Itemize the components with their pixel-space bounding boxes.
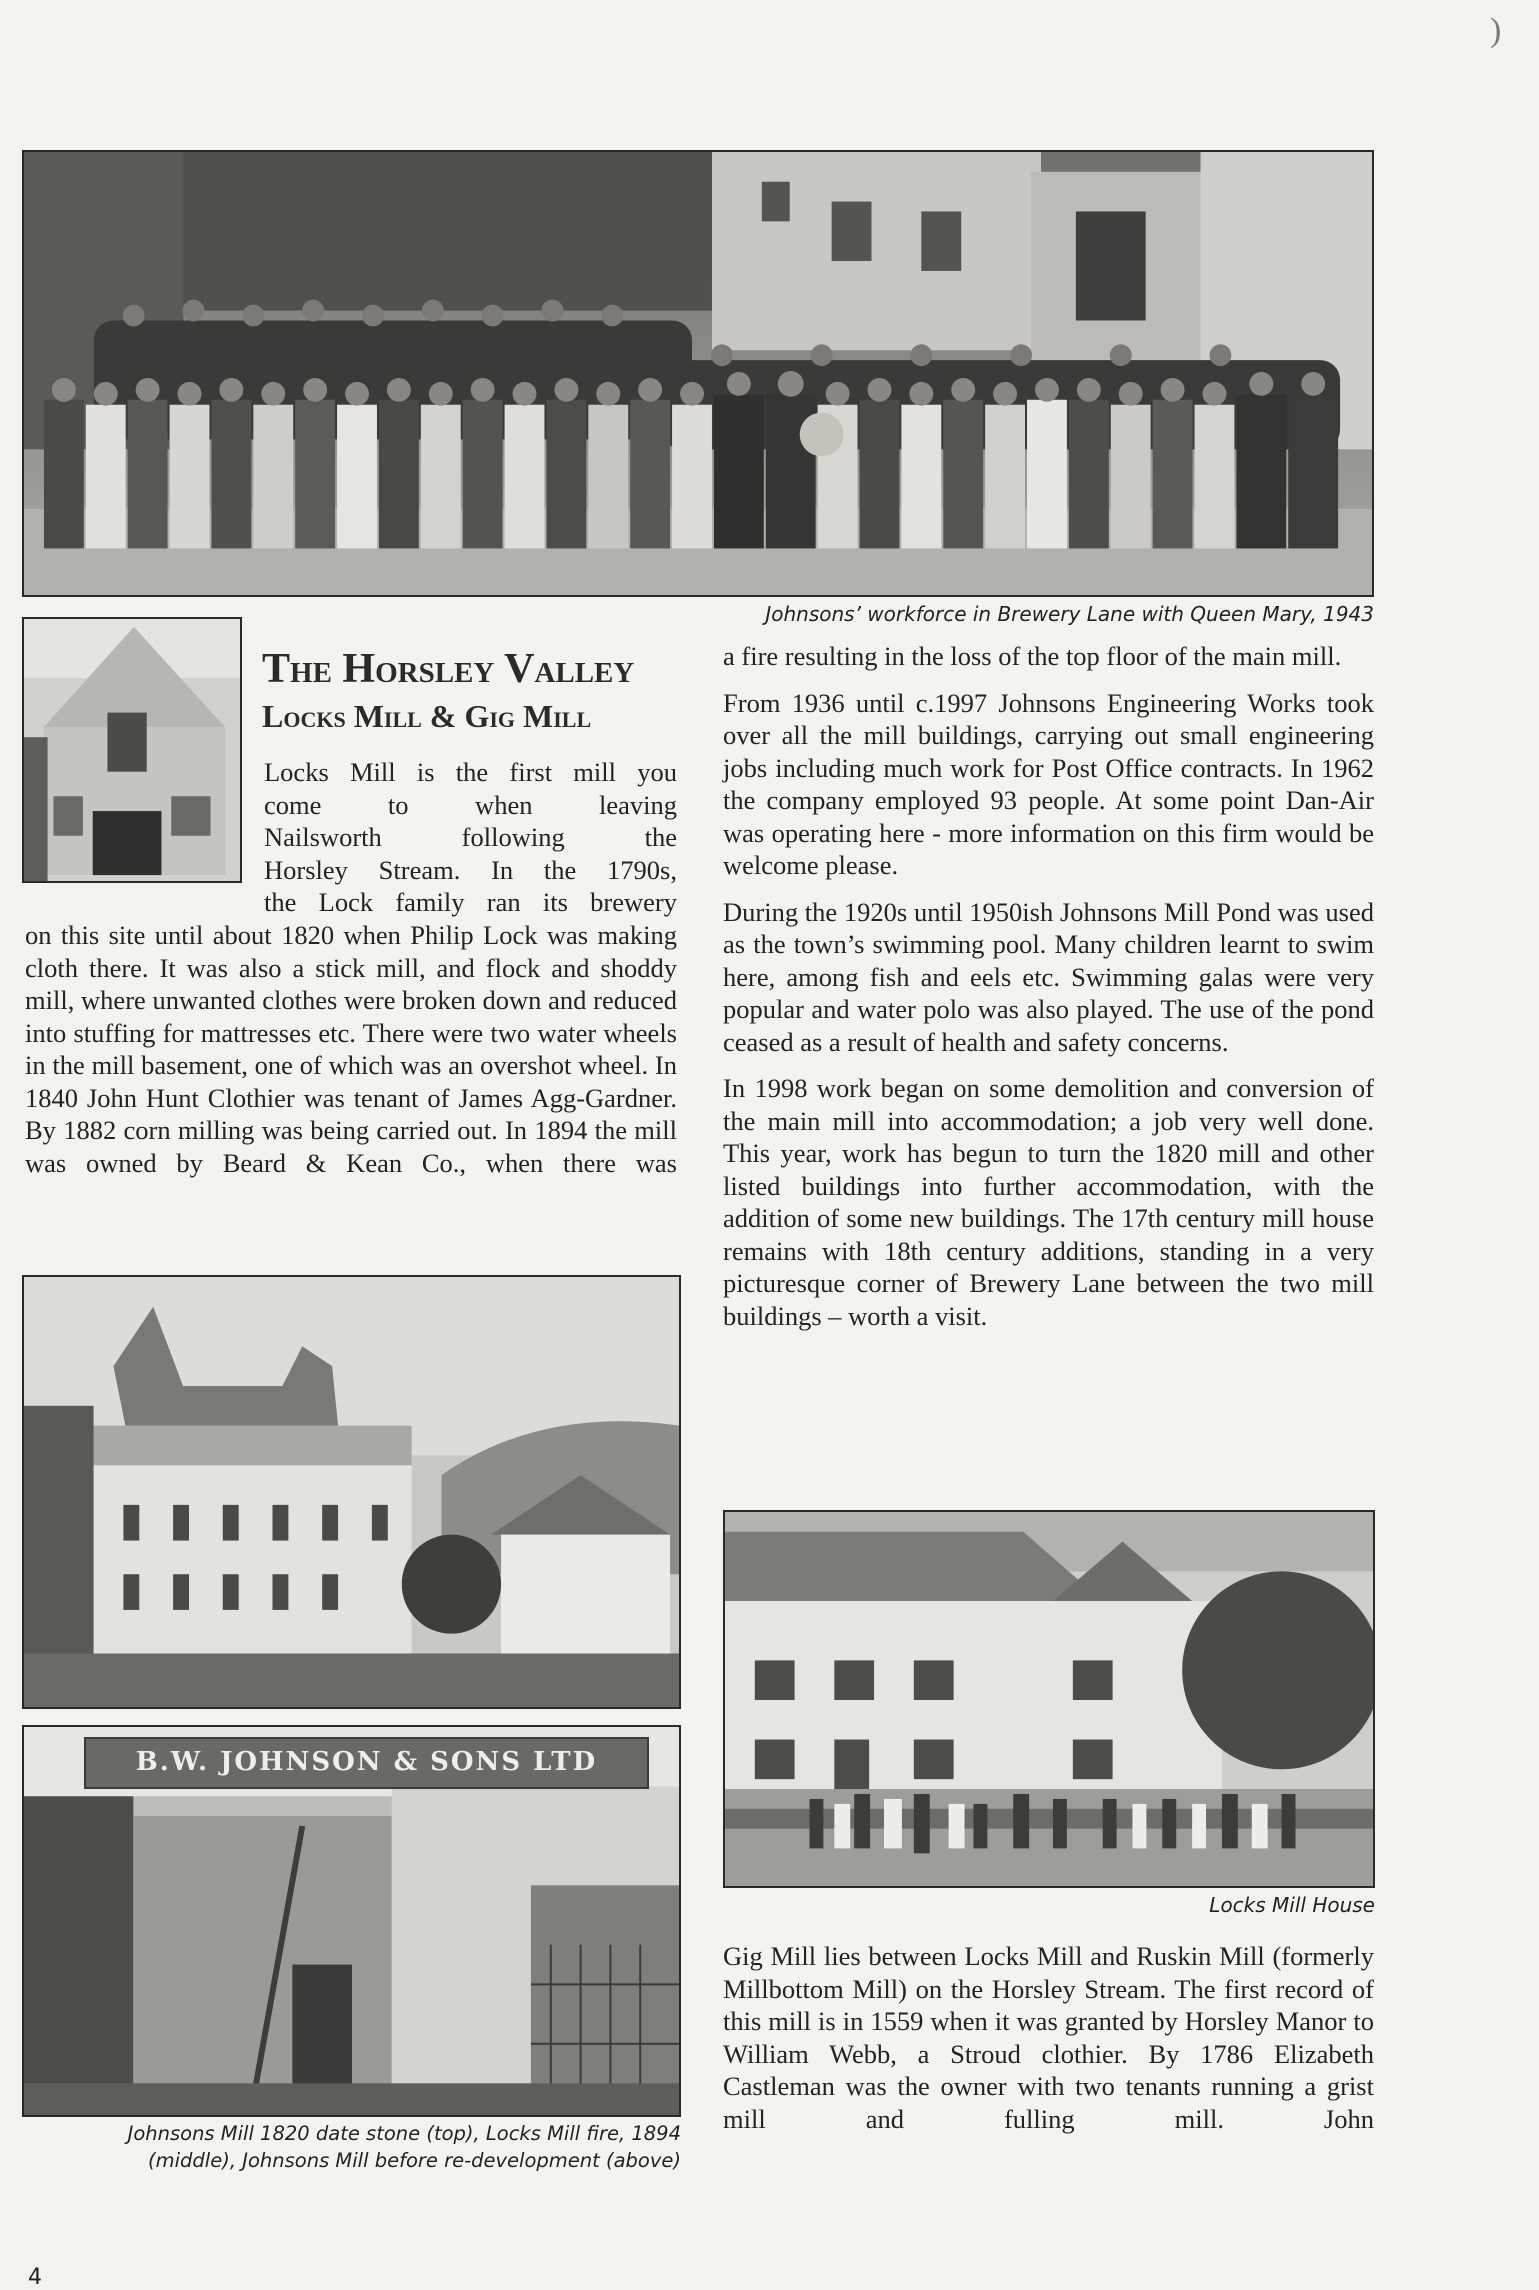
locks-mill-house-illustration xyxy=(725,1512,1373,1886)
photo-workforce xyxy=(22,150,1374,597)
caption-left-line: Johnsons Mill 1820 date stone (top), Locks Mill fire, 1894 xyxy=(127,2122,681,2145)
scan-edge-mark: ) xyxy=(1490,12,1502,49)
signboard xyxy=(84,1737,649,1789)
paragraph: From 1936 until c.1997 Johnsons Engineering Works took over all the mill buildings, carrying out small engineering jobs including much work for Post Office contracts. In 1962 the company employed 93 people. At some point Dan-Air was operating here - more information on this firm would be welcome please. xyxy=(723,687,1374,880)
signboard-text: B.W. JOHNSON & SONS LTD xyxy=(135,1747,598,1777)
caption-left-photos xyxy=(22,2120,681,2174)
mill-gable-illustration xyxy=(24,619,240,881)
photo-locks-mill-house xyxy=(723,1510,1375,1888)
intro-line: come to when leaving xyxy=(264,789,677,820)
intro-line: the Lock family ran its brewery xyxy=(264,887,677,917)
intro-narrow xyxy=(264,756,677,919)
intro-line: Locks Mill is the first mill you xyxy=(264,757,677,787)
caption-left-line: (middle), Johnsons Mill before re-development (above) xyxy=(148,2149,681,2172)
paragraph: In 1998 work began on some demolition and conversion of the main mill into accommodation; a job very well done. This year, work has begun to turn the 1820 mill and other listed buildings into further accommodation, with the addition of some new buildings. The 17th century mill house remains with 18th century additions, standing in a very picturesque corner of Brewery Lane between the two mill buildings – worth a visit. xyxy=(723,1073,1374,1331)
locks-mill-fire-illustration xyxy=(24,1277,679,1707)
photo-locks-mill-fire xyxy=(22,1275,681,1709)
photo-mill-gable xyxy=(22,617,242,883)
column-two-text xyxy=(723,640,1374,1346)
intro-line: Nailsworth following the xyxy=(264,822,677,852)
caption-workforce: Johnsons’ workforce in Brewery Lane with Queen Mary, 1943 xyxy=(765,602,1374,626)
page-number: 4 xyxy=(28,2265,42,2290)
intro-line: Horsley Stream. In the 1790s, xyxy=(264,854,677,885)
paragraph: During the 1920s until 1950ish Johnsons Mill Pond was used as the town’s swimming pool. Many children learnt to swim here, among fish and eels etc. Swimming galas were very popular and water polo was also played. The use of the pond ceased as a result of health and safety concerns. xyxy=(723,896,1374,1057)
gig-mill-text: Gig Mill lies between Locks Mill and Ruskin Mill (formerly Millbottom Mill) on the Horsley Stream. The first record of this mill is in 1559 when it was granted by Horsley Manor to William Webb, a Stroud clothier. By 1786 Elizabeth Castleman was the owner with two tenants running a grist mill and fulling mill. John xyxy=(723,1941,1374,2134)
article-title: The Horsley Valley xyxy=(262,646,635,692)
caption-locks-mill-house: Locks Mill House xyxy=(1209,1893,1375,1917)
photo-johnsons-mill xyxy=(22,1725,681,2117)
paragraph: a fire resulting in the loss of the top floor of the main mill. xyxy=(723,641,1342,671)
intro-continued: on this site until about 1820 when Philip Lock was making cloth there. It was also a stick mill, and flock and shoddy mill, where unwanted clothes were broken down and reduced into stuffing for mattresses etc. There were two water wheels in the mill basement, one of which was an overshot wheel. In 1840 John Hunt Clothier was tenant of James Agg-Gardner. By 1882 corn milling was being carried out. In 1894 the mill was owned by Beard & Kean Co., when there was xyxy=(25,920,677,1178)
article-subtitle: Locks Mill & Gig Mill xyxy=(262,698,592,734)
workforce-photo-illustration xyxy=(24,152,1372,595)
